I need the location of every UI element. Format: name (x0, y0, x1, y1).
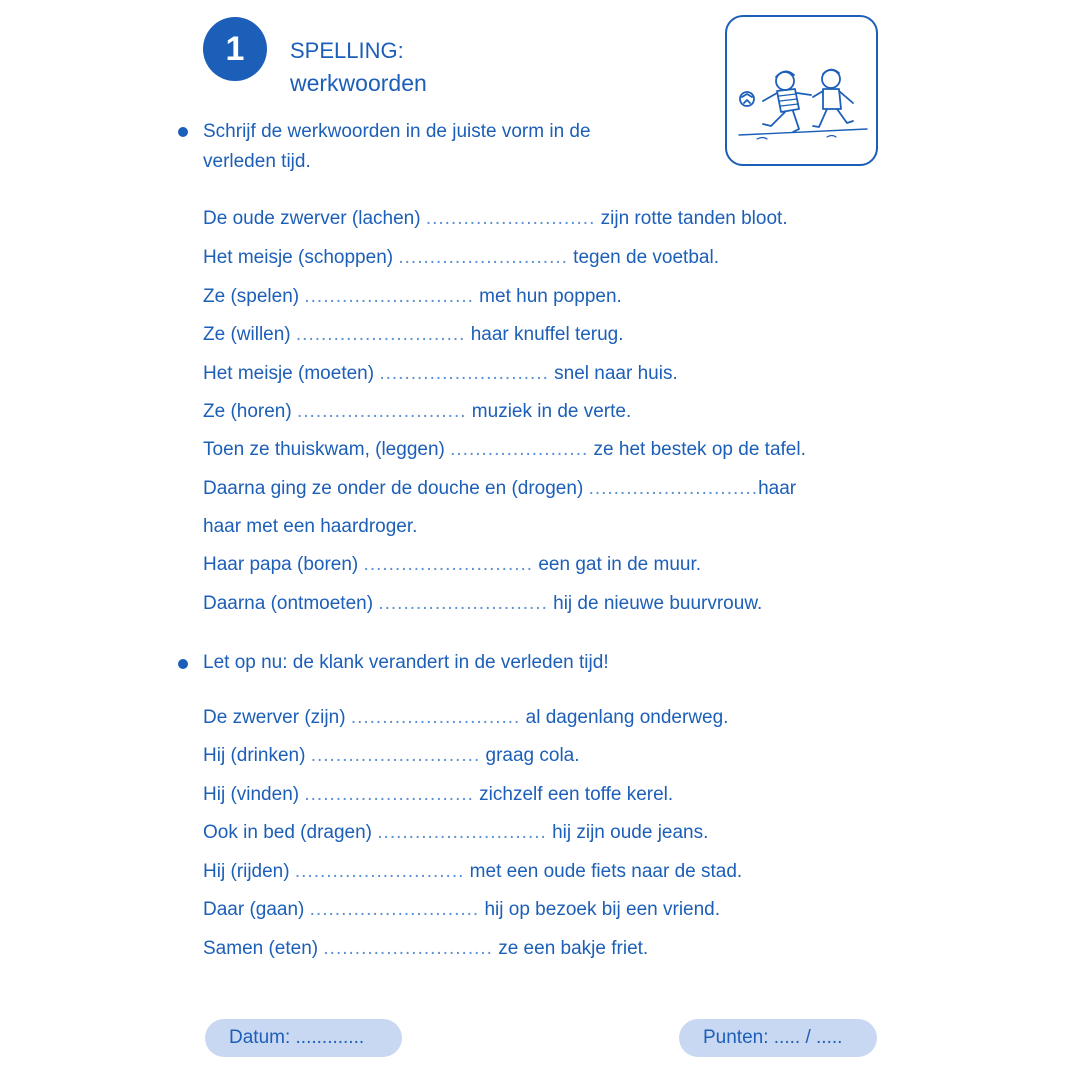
instruction-2: Let op nu: de klank verandert in de verleden tijd! (203, 652, 609, 673)
answer-blank[interactable]: ........................... (425, 208, 596, 229)
title-line-2: werkwoorden (290, 70, 427, 96)
exercise-sentence: Ze (willen) ........................... haar knuffel terug. (203, 324, 624, 345)
exercise-sentence: Haar papa (boren) ........................... een gat in de muur. (203, 554, 702, 575)
exercise-sentence: Daarna (ontmoeten) ........................... hij de nieuwe buurvrouw. (203, 593, 763, 614)
answer-blank[interactable]: ........................... (377, 822, 547, 843)
answer-blank[interactable]: ........................... (323, 938, 493, 959)
exercise-sentence: Ze (spelen) ........................... met hun poppen. (203, 286, 622, 307)
answer-blank[interactable]: ........................... (295, 324, 466, 345)
answer-blank[interactable]: ........................... (310, 745, 481, 766)
illustration-frame (725, 15, 878, 166)
punten-field[interactable]: Punten: ..... / ..... (679, 1019, 877, 1057)
answer-blank[interactable]: ........................... (296, 401, 467, 422)
bullet-icon (178, 127, 188, 137)
bullet-icon (178, 659, 188, 669)
answer-blank[interactable]: ........................... (350, 707, 521, 728)
answer-blank[interactable]: ........................... (294, 861, 465, 882)
answer-blank[interactable]: ........................... (588, 478, 759, 499)
answer-blank[interactable]: ........................... (363, 554, 534, 575)
exercise-sentence: Het meisje (moeten) ........................... snel naar huis. (203, 363, 678, 384)
answer-blank[interactable]: ........................... (398, 247, 568, 268)
exercise-sentence: Hij (drinken) ........................... graag cola. (203, 745, 580, 766)
answer-blank[interactable]: ........................... (379, 363, 549, 384)
exercise-sentence: De oude zwerver (lachen) ........................... zijn rotte tanden bloot. (203, 208, 788, 229)
title-line-1: SPELLING: (290, 38, 404, 63)
exercise-sentence: Ze (horen) ........................... muziek in de verte. (203, 401, 632, 422)
datum-field[interactable]: Datum: ............. (205, 1019, 402, 1057)
exercise-sentence: Samen (eten) ........................... ze een bakje friet. (203, 938, 649, 959)
answer-blank[interactable]: ........................... (304, 286, 474, 307)
exercise-sentence: Hij (rijden) ........................... met een oude fiets naar de stad. (203, 861, 743, 882)
exercise-sentence: Daarna ging ze onder de douche en (drogen) ...........................haar (203, 478, 797, 499)
children-playing-soccer-illustration (727, 17, 880, 168)
answer-blank[interactable]: ...................... (450, 439, 589, 460)
instruction-1-line-2: verleden tijd. (203, 151, 311, 172)
exercise-sentence: Toen ze thuiskwam, (leggen) ...................... ze het bestek op de tafel. (203, 439, 806, 460)
exercise-sentence: Ook in bed (dragen) ........................... hij zijn oude jeans. (203, 822, 709, 843)
exercise-sentence: Het meisje (schoppen) ........................... tegen de voetbal. (203, 247, 719, 268)
answer-blank[interactable]: ........................... (304, 784, 474, 805)
instruction-1 (203, 117, 673, 177)
answer-blank[interactable]: ........................... (378, 593, 548, 614)
exercise-number-badge: 1 (203, 17, 267, 81)
answer-blank[interactable]: ........................... (309, 899, 480, 920)
exercise-sentence: Hij (vinden) ........................... zichzelf een toffe kerel. (203, 784, 674, 805)
instruction-1-line-1: Schrijf de werkwoorden in de juiste vorm in de (203, 121, 591, 142)
exercise-sentence: De zwerver (zijn) ........................... al dagenlang onderweg. (203, 707, 729, 728)
exercise-sentence: Daar (gaan) ........................... hij op bezoek bij een vriend. (203, 899, 721, 920)
exercise-sentence: haar met een haardroger. (203, 516, 418, 537)
page-title (290, 34, 427, 100)
